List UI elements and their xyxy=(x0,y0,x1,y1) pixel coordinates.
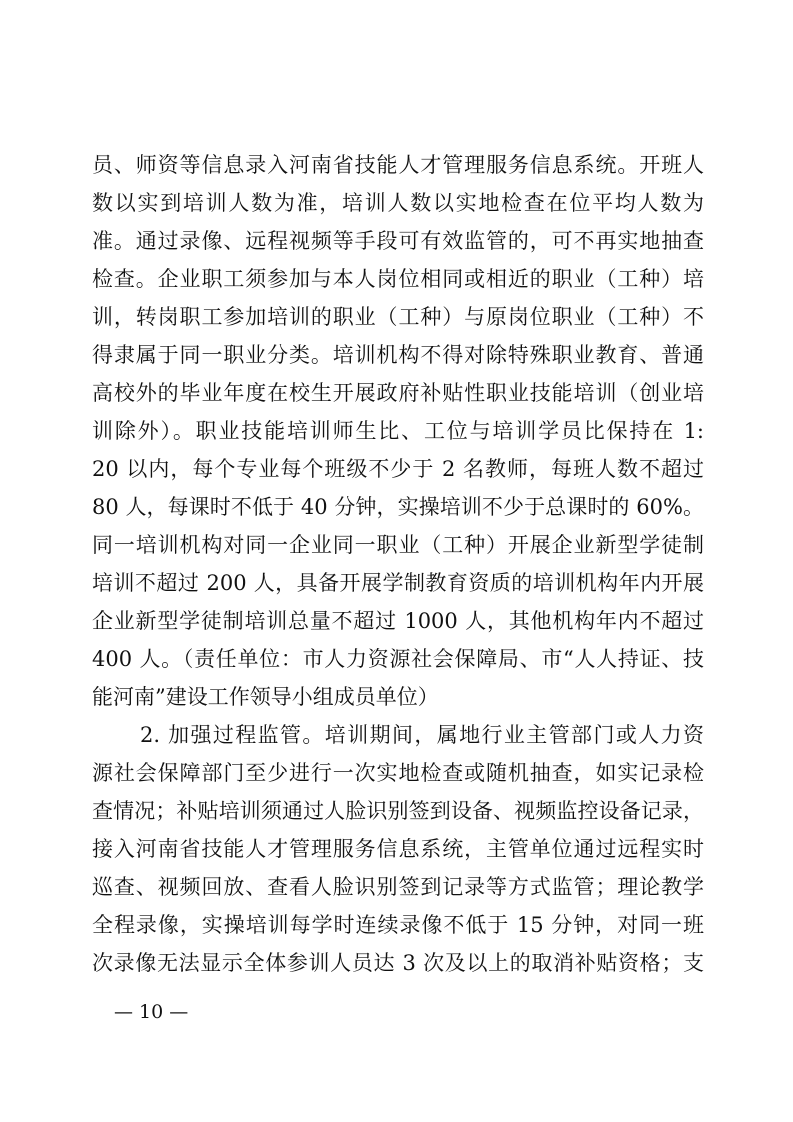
text-line-8: 训除外）。职业技能培训师生比、工位与培训学员比保持在 1: xyxy=(92,419,704,443)
text-line-2: 数以实到培训人数为准，培训人数以实地检查在位平均人数为 xyxy=(92,191,704,215)
body-text xyxy=(92,146,704,982)
text-line-20: 巡查、视频回放、查看人脸识别签到记录等方式监管；理论教学 xyxy=(92,875,704,899)
text-line-10: 80 人，每课时不低于 40 分钟，实操培训不少于总课时的 60%。 xyxy=(92,495,704,519)
text-line-19: 接入河南省技能人才管理服务信息系统，主管单位通过远程实时 xyxy=(92,837,704,861)
text-line-5: 训，转岗职工参加培训的职业（工种）与原岗位职业（工种）不 xyxy=(92,305,704,329)
text-line-3: 准。通过录像、远程视频等手段可有效监管的，可不再实地抽查 xyxy=(92,229,704,253)
text-line-9: 20 以内，每个专业每个班级不少于 2 名教师，每班人数不超过 xyxy=(92,457,704,481)
text-line-7: 高校外的毕业年度在校生开展政府补贴性职业技能培训（创业培 xyxy=(92,381,704,405)
text-line-12: 培训不超过 200 人，具备开展学制教育资质的培训机构年内开展 xyxy=(92,571,704,595)
text-line-14: 400 人。（责任单位：市人力资源社会保障局、市“人人持证、技 xyxy=(92,647,704,671)
text-line-4: 检查。企业职工须参加与本人岗位相同或相近的职业（工种）培 xyxy=(92,267,704,291)
text-line-18: 查情况；补贴培训须通过人脸识别签到设备、视频监控设备记录， xyxy=(92,799,704,823)
text-line-6: 得隶属于同一职业分类。培训机构不得对除特殊职业教育、普通 xyxy=(92,343,704,367)
text-line-21: 全程录像，实操培训每学时连续录像不低于 15 分钟，对同一班 xyxy=(92,913,704,937)
text-line-1: 员、师资等信息录入河南省技能人才管理服务信息系统。开班人 xyxy=(92,153,704,177)
text-line-16: 2. 加强过程监管。培训期间，属地行业主管部门或人力资 xyxy=(140,723,704,747)
text-line-22: 次录像无法显示全体参训人员达 3 次及以上的取消补贴资格；支 xyxy=(92,951,704,975)
text-line-13: 企业新型学徒制培训总量不超过 1000 人，其他机构年内不超过 xyxy=(92,609,704,633)
text-line-11: 同一培训机构对同一企业同一职业（工种）开展企业新型学徒制 xyxy=(92,533,704,557)
text-line-15: 能河南”建设工作领导小组成员单位） xyxy=(92,685,439,709)
page-number: — 10 — xyxy=(114,1001,189,1023)
text-line-17: 源社会保障部门至少进行一次实地检查或随机抽查，如实记录检 xyxy=(92,761,704,785)
